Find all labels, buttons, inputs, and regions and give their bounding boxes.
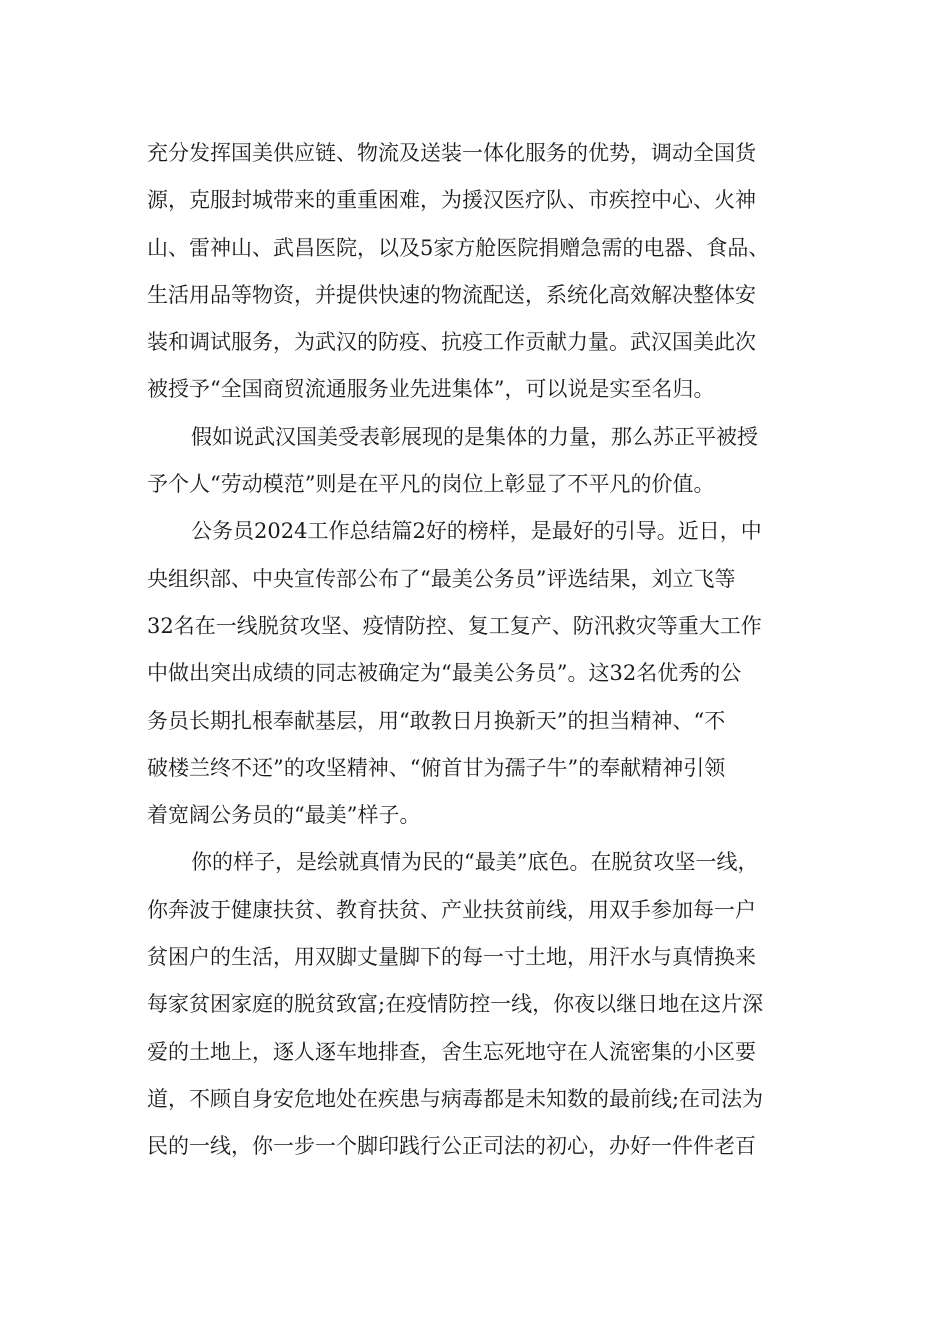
text-line: 予个人“劳动模范”则是在平凡的岗位上彰显了不平凡的价值。	[147, 472, 715, 497]
text-line: 你奔波于健康扶贫、教育扶贫、产业扶贫前线，用双手参加每一户	[147, 897, 756, 922]
paragraph-1	[147, 130, 827, 414]
text-line: 装和调试服务，为武汉的防疫、抗疫工作贡献力量。武汉国美此次	[147, 330, 756, 355]
text-line: 假如说武汉国美受表彰展现的是集体的力量，那么苏正平被授	[191, 424, 758, 449]
text-line: 贫困户的生活，用双脚丈量脚下的每一寸土地，用汗水与真情换来	[147, 945, 756, 970]
text-line: 破楼兰终不还”的攻坚精神、“俯首甘为孺子牛”的奉献精神引领	[147, 755, 726, 780]
text-line: 中做出突出成绩的同志被确定为“最美公务员”。这32名优秀的公	[147, 661, 742, 686]
text-line: 爱的土地上，逐人逐车地排查，舍生忘死地守在人流密集的小区要	[147, 1039, 756, 1064]
document-body	[147, 130, 827, 1171]
text-line: 充分发挥国美供应链、物流及送装一体化服务的优势，调动全国货	[147, 141, 756, 165]
paragraph-4	[147, 839, 827, 1170]
text-line: 公务员2024工作总结篇2好的榜样，是最好的引导。近日，中	[191, 519, 762, 544]
text-line: 每家贫困家庭的脱贫致富;在疫情防控一线，你夜以继日地在这片深	[147, 992, 764, 1017]
text-line: 民的一线，你一步一个脚印践行公正司法的初心，办好一件件老百	[147, 1134, 756, 1159]
text-line: 山、雷神山、武昌医院，以及5家方舱医院捐赠急需的电器、食品、	[147, 235, 770, 260]
text-line: 着宽阔公务员的“最美”样子。	[147, 803, 421, 828]
text-line: 道，不顾自身安危地处在疾患与病毒都是未知数的最前线;在司法为	[147, 1086, 764, 1111]
paragraph-3	[147, 508, 827, 839]
text-line: 源，克服封城带来的重重困难，为援汉医疗队、市疾控中心、火神	[147, 188, 756, 213]
text-line: 32名在一线脱贫攻坚、疫情防控、复工复产、防汛救灾等重大工作	[147, 613, 762, 638]
paragraph-2	[147, 414, 827, 509]
text-line: 央组织部、中央宣传部公布了“最美公务员”评选结果，刘立飞等	[147, 566, 736, 591]
text-line: 务员长期扎根奉献基层，用“敢教日月换新天”的担当精神、“不	[147, 708, 726, 733]
text-line: 你的样子，是绘就真情为民的“最美”底色。在脱贫攻坚一线，	[191, 850, 759, 875]
text-line: 被授予“全国商贸流通服务业先进集体”，可以说是实至名归。	[147, 377, 715, 402]
text-line: 生活用品等物资，并提供快速的物流配送，系统化高效解决整体安	[147, 282, 756, 307]
